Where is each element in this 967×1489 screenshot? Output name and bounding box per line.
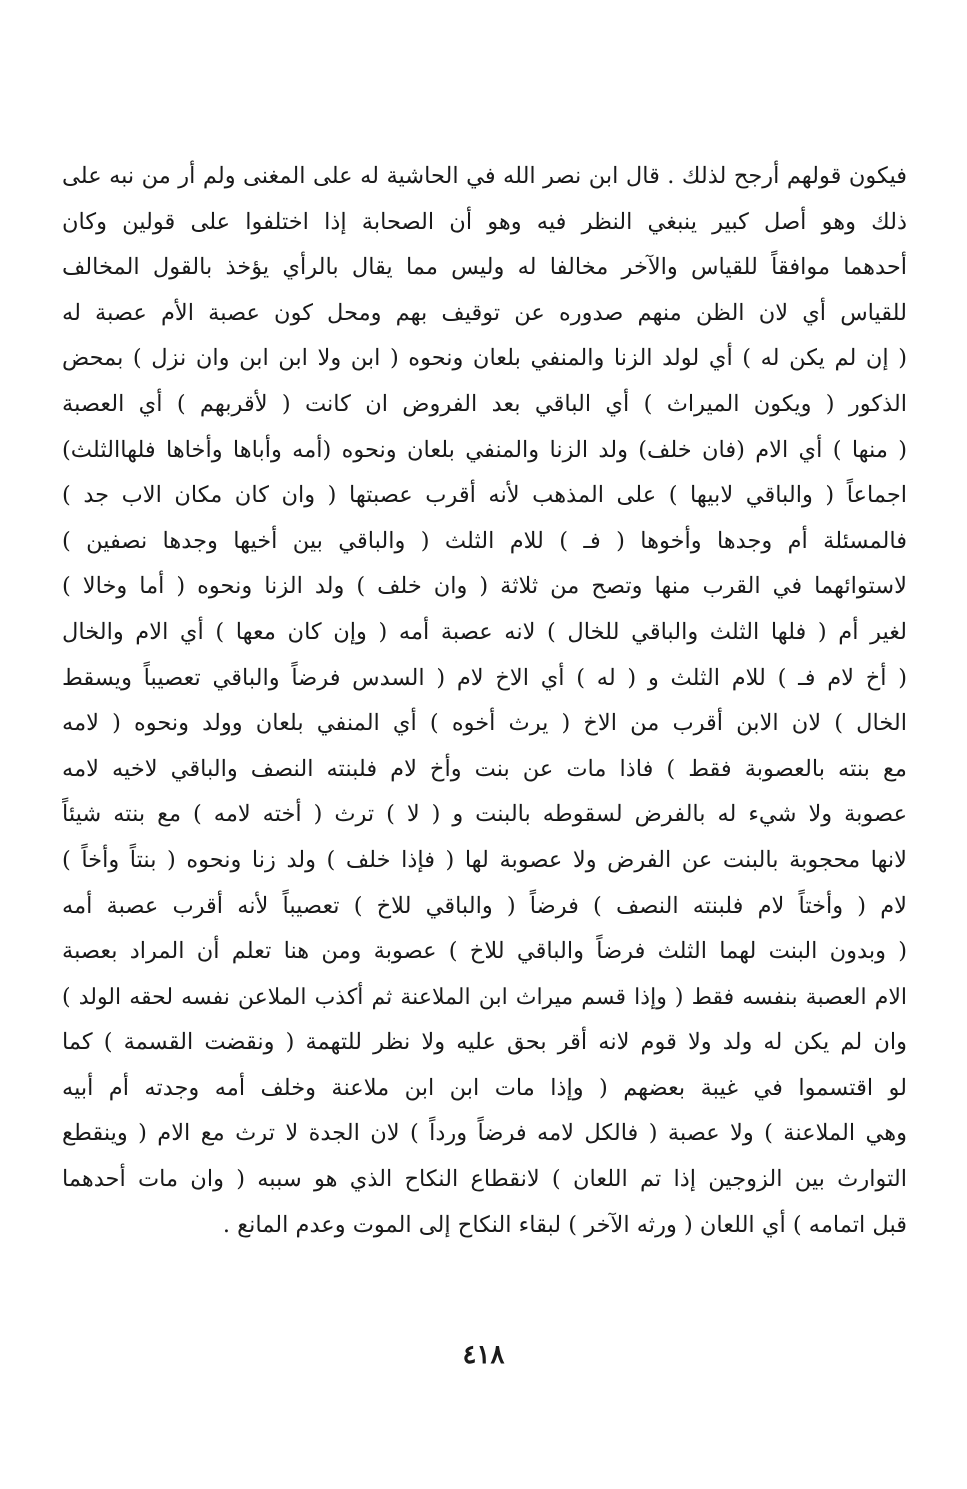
text-line: أحدهما موافقاً للقياس والآخر مخالفا له وليس مما يقال بالرأي يؤخذ بالقول المخالف [62,254,907,281]
text-line: ( أخ لام فـ ) للام الثلث و ( له ) أي الاخ لام ( السدس فرضاً والباقي تعصيباً ويسقط [62,664,907,691]
text-line: اجماعاً ( والباقي لابيها ) على المذهب لأنه أقرب عصبتها ( وان كان مكان الاب جد ) [62,482,907,509]
text-line: لغير أم ( فلها الثلث والباقي للخال ) لانه عصبة أمه ( وإن كان معها ) أي الام والخال [62,618,907,645]
text-line: لانها محجوبة بالبنت عن الفرض ولا عصوبة لها ( فإذا خلف ) ولد زنا ونحوه ( بنتاً وأخاً ) [62,846,907,873]
text-line: الام العصبة بنفسه فقط ( وإذا قسم ميراث ابن الملاعنة ثم أكذب الملاعن نفسه لحقه الولد ) [62,984,907,1010]
page-number: ٤١٨ [462,1340,505,1370]
text-line: وهي الملاعنة ) ولا عصبة ( فالكل لامه فرضاً ورداً ) لان الجدة لا ترث مع الام ( وينقطع [62,1120,907,1147]
text-line: قبل اتمامه ) أي اللعان ( ورثه الآخر ) لبقاء النكاح إلى الموت وعدم المانع . [222,1211,907,1238]
text-line: ذلك وهو أصل كبير ينبغي النظر فيه وهو أن الصحابة إذا اختلفوا على قولين وكان [62,208,907,235]
text-line: لاستوائهما في القرب منها وتصح من ثلاثة ( وان خلف ) ولد الزنا ونحوه ( أما وخالا ) [62,573,907,600]
text-line: لو اقتسموا في غيبة بعضهم ( وإذا مات ابن ابن ملاعنة وخلف أمه وجدته أم أبيه [62,1074,907,1101]
text-line: الذكور ( ويكون الميراث ) أي الباقي بعد الفروض ان كانت ( لأقربهم ) أي العصبة [62,390,907,417]
text-line: وان لم يكن له ولد ولا قوم لانه أقر بحق عليه ولا نظر للتهمة ( ونقضت القسمة ) كما [62,1029,907,1056]
text-line: مع بنته بالعصوبة فقط ) فاذا مات عن بنت وأخ لام فلبنته النصف والباقي لاخيه لامه [62,755,907,782]
text-line: ( إن لم يكن له ) أي لولد الزنا والمنفي بلعان ونحوه ( ابن ولا ابن ابن وان نزل ) بمحض [62,345,907,372]
body-text [62,154,907,1248]
text-line: الخال ) لان الابن أقرب من الاخ ( يرث أخوه ) أي المنفي بلعان وولد ونحوه ( لامه [62,710,907,737]
text-line: ( وبدون البنت لهما الثلث فرضاً والباقي للاخ ) عصوبة ومن هنا تعلم أن المراد بعصبة [62,938,907,965]
text-line: التوارث بين الزوجين إذا تم اللعان ) لانقطاع النكاح الذي هو سببه ( وان مات أحدهما [62,1166,907,1193]
text-line: فالمسئلة أم وجدها وأخوها ( فـ ) للام الثلث ( والباقي بين أخيها وجدها نصفين ) [62,527,907,554]
text-line: ( منها ) أي الام (فان خلف) ولد الزنا والمنفي بلعان ونحوه (أمه وأباها وأخاها فلهاالثلث) [62,436,907,463]
text-line: فيكون قولهم أرجح لذلك . قال ابن نصر الله في الحاشية له على المغنى ولم أر من نبه على [62,163,907,189]
text-line: للقياس أي لان الظن منهم صدوره عن توقيف بهم ومحل كون عصبة الأم عصبة له [62,299,907,326]
text-line: لام ( وأختاً لام فلبنته النصف ) فرضاً ( والباقي للاخ ) تعصيباً لأنه أقرب عصبة أمه [62,892,907,919]
text-line: عصوبة ولا شيء له بالفرض لسقوطه بالبنت و ( لا ) ترث ( أخته لامه ) مع بنته شيئاً [62,801,907,828]
